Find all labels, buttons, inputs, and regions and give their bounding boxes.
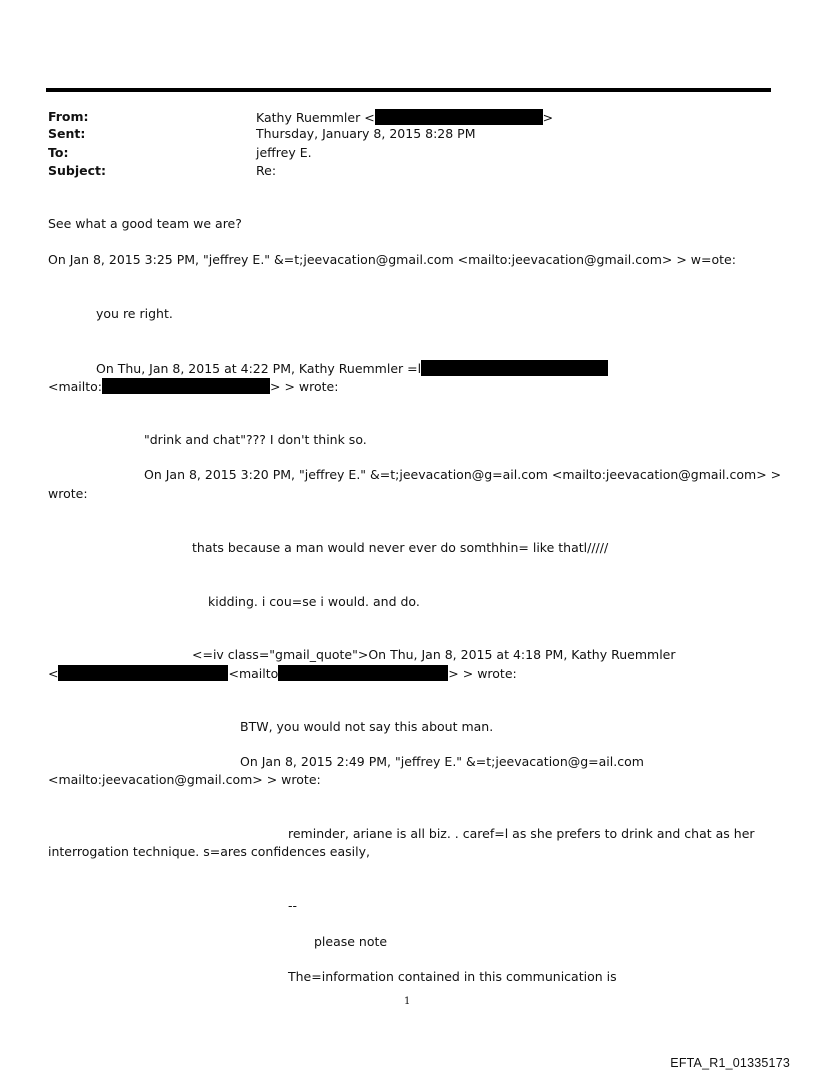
body-line: reminder, ariane is all biz. . caref=l as she prefers to drink and chat as her — [288, 826, 755, 841]
body-line: The=information contained in this communication is — [288, 969, 617, 984]
from-value — [256, 109, 553, 125]
quote-header-line: On Jan 8, 2015 3:25 PM, "jeffrey E." &=t;jeevacation@gmail.com <mailto:jeevacation@gmail.com> > w=ote: — [48, 252, 736, 267]
from-label: From: — [48, 109, 89, 124]
body-line: "drink and chat"??? I don't think so. — [144, 432, 367, 447]
subject-value: Re: — [256, 163, 277, 178]
quote-header-line — [48, 665, 517, 681]
body-line: you re right. — [96, 306, 173, 321]
redaction-block — [421, 360, 608, 376]
quote-header-line — [48, 378, 338, 394]
mailto-prefix: <mailto: — [48, 379, 103, 394]
wrote-suffix: > > wrote: — [270, 379, 339, 394]
quote-header-line: On Jan 8, 2015 3:20 PM, "jeffrey E." &=t;jeevacation@g=ail.com <mailto:jeevacation@gmail.com> > — [144, 467, 782, 482]
quote-header-line: <mailto:jeevacation@gmail.com> > wrote: — [48, 772, 321, 787]
to-label: To: — [48, 145, 69, 160]
redaction-block — [278, 665, 448, 681]
header-divider — [46, 88, 771, 92]
quote-header-line: <=iv class="gmail_quote">On Thu, Jan 8, 2015 at 4:18 PM, Kathy Ruemmler — [192, 647, 676, 662]
redaction-block — [375, 109, 543, 125]
wrote-suffix: > > wrote: — [448, 666, 517, 681]
body-line: please note — [314, 934, 388, 949]
quote-header-text: On Thu, Jan 8, 2015 at 4:22 PM, Kathy Ruemmler =l — [96, 361, 422, 376]
quote-header-line: wrote: — [48, 486, 88, 501]
to-value: jeffrey E. — [256, 145, 312, 160]
page-number: 1 — [404, 996, 411, 1007]
from-bracket-end: > — [542, 110, 554, 125]
body-line: See what a good team we are? — [48, 216, 242, 231]
bracket-open: < — [48, 666, 59, 681]
body-line: interrogation technique. s=ares confidences easily, — [48, 844, 370, 859]
mailto-prefix: <mailto — [228, 666, 279, 681]
body-line: BTW, you would not say this about man. — [240, 719, 494, 734]
redaction-block — [58, 665, 228, 681]
bates-number: EFTA_R1_01335173 — [670, 1056, 790, 1070]
quote-header-line: On Jan 8, 2015 2:49 PM, "jeffrey E." &=t;jeevacation@g=ail.com — [240, 754, 644, 769]
sent-label: Sent: — [48, 126, 86, 141]
quote-header-line — [96, 360, 608, 376]
body-line: kidding. i cou=se i would. and do. — [208, 594, 420, 609]
body-line: thats because a man would never ever do somthhin= like thatl///// — [192, 540, 609, 555]
signature-separator: -- — [288, 898, 298, 913]
subject-label: Subject: — [48, 163, 106, 178]
redaction-block — [102, 378, 270, 394]
from-name: Kathy Ruemmler < — [256, 110, 375, 125]
sent-value: Thursday, January 8, 2015 8:28 PM — [256, 126, 476, 141]
